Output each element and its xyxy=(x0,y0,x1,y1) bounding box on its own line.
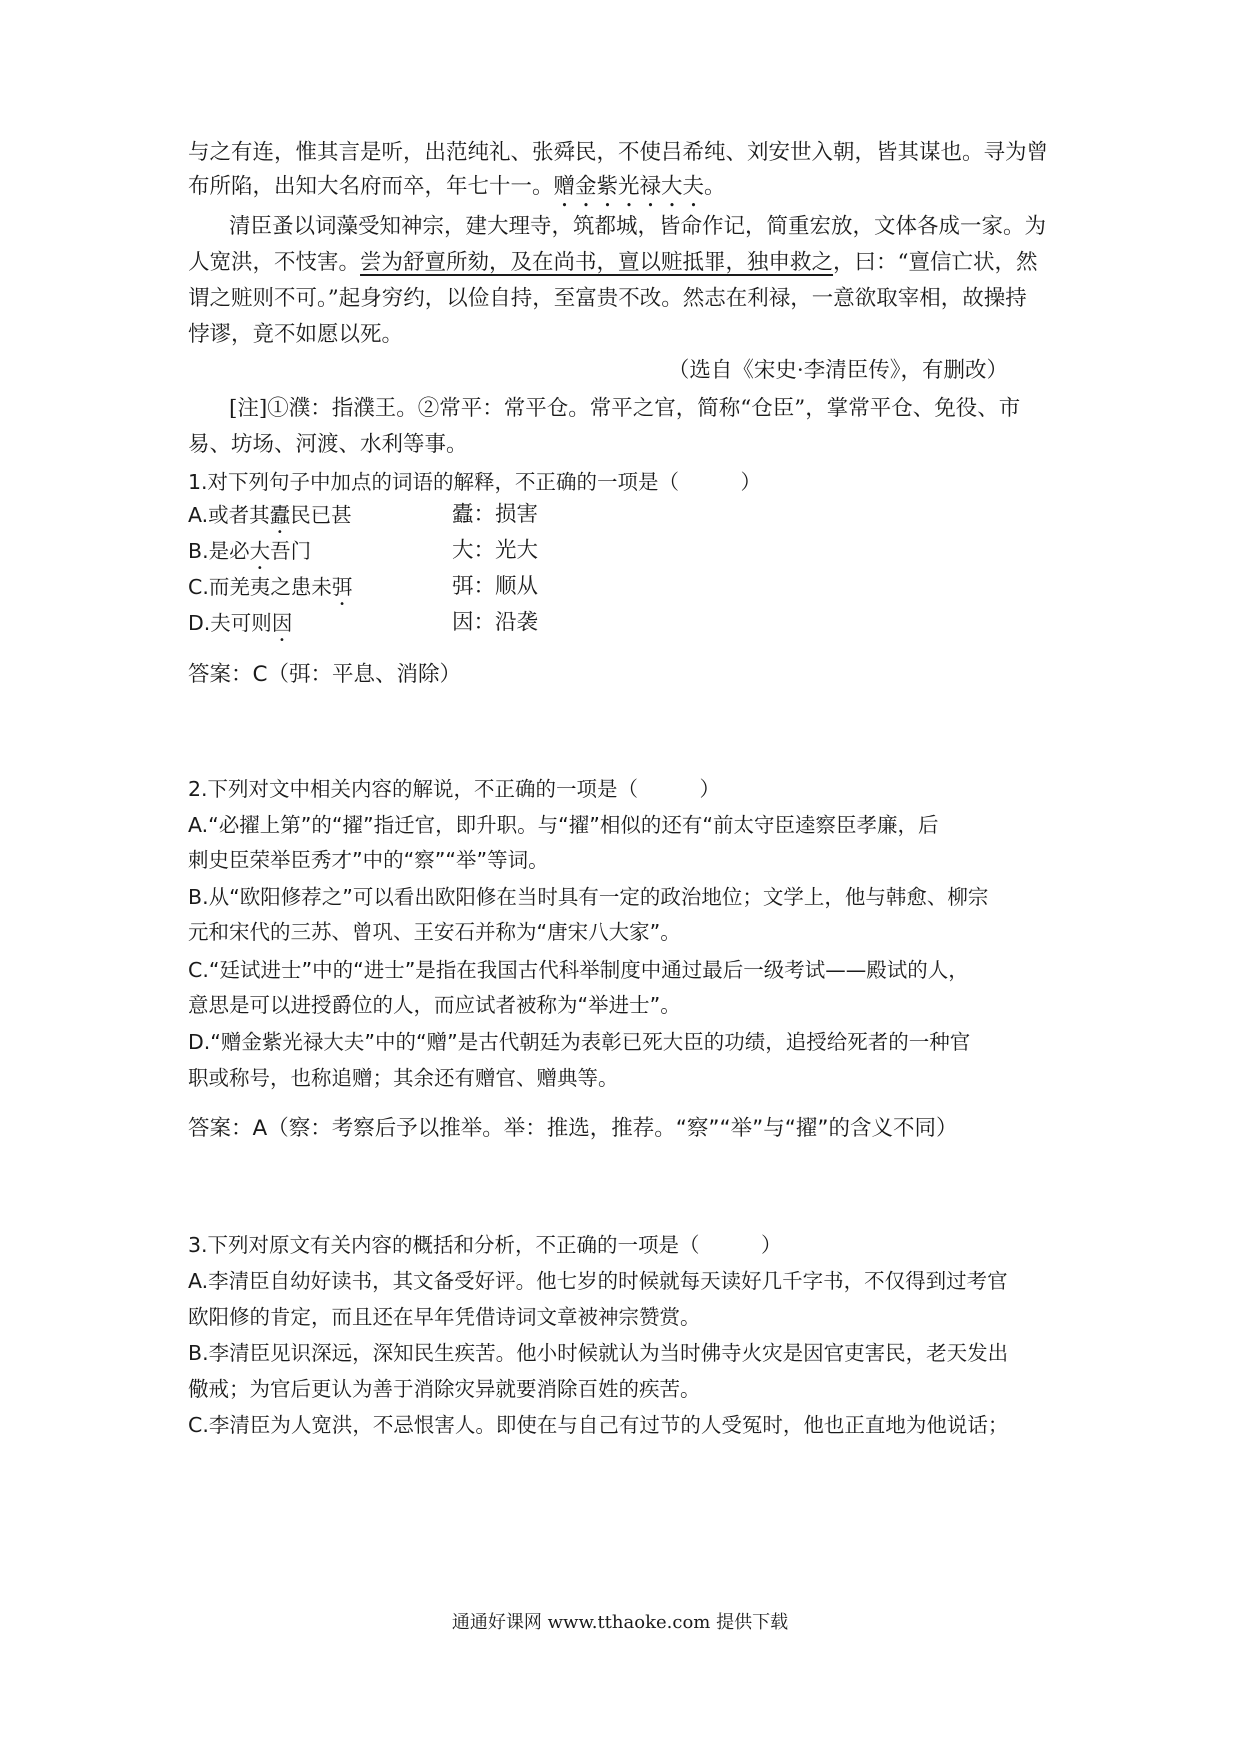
option-line: D.“赠金紫光禄大夫”中的“赠”是古代朝廷为表彰已死大臣的功绩，追授给死者的一种官 xyxy=(188,1030,971,1054)
option-sentence: B.是必大吾门 xyxy=(188,539,312,563)
page-footer: 通通好课网 www.tthaoke.com 提供下载 xyxy=(451,1612,789,1633)
option-gloss: 大：光大 xyxy=(452,538,539,563)
answer-line: 答案：C（弭：平息、消除） xyxy=(188,662,462,687)
dotted-phrase: 赠金紫光禄大夫 xyxy=(553,174,705,199)
underlined-sentence: 尝为舒亶所劾，及在尚书，亶以赃抵罪，独申救之 xyxy=(360,250,834,275)
passage-line xyxy=(188,248,1068,278)
option-sentence: D.夫可则因 xyxy=(188,611,293,635)
option-line: 元和宋代的三苏、曾巩、王安石并称为“唐宋八大家”。 xyxy=(188,920,681,944)
dotted-word: 蠹 xyxy=(269,503,291,527)
question-stem: 2.下列对文中相关内容的解说，不正确的一项是（ ） xyxy=(188,777,721,801)
option-line: 职或称号，也称追赠；其余还有赠官、赠典等。 xyxy=(188,1066,619,1090)
dotted-word: 弭 xyxy=(331,575,353,599)
passage-line: 清臣蚤以词藻受知神宗，建大理寺，筑都城，皆命作记，简重宏放，文体各成一家。为 xyxy=(229,214,1047,239)
option-line: 刺史臣荣举臣秀才”中的“察”“举”等词。 xyxy=(188,848,549,872)
option-gloss: 弭：顺从 xyxy=(452,574,539,599)
option-line: A.李清臣自幼好读书，其文备受好评。他七岁的时候就每天读好几千字书，不仅得到过考官 xyxy=(188,1269,1008,1293)
option-sentence: C.而羌夷之患未弭 xyxy=(188,575,353,599)
option-gloss: 蠹：损害 xyxy=(452,502,539,527)
option-line: 欧阳修的肯定，而且还在早年凭借诗词文章被神宗赞赏。 xyxy=(188,1305,701,1329)
passage-text: 。 xyxy=(704,174,726,199)
passage-line: 谓之赃则不可。”起身穷约，以俭自持，至富贵不改。然志在利禄，一意欲取宰相，故操持 xyxy=(188,286,1027,311)
note-line: 易、坊场、河渡、水利等事。 xyxy=(188,432,468,457)
passage-line: 悖谬，竟不如愿以死。 xyxy=(188,322,404,347)
question-stem: 1.对下列句子中加点的词语的解释，不正确的一项是（ ） xyxy=(188,470,762,494)
passage-line xyxy=(188,172,1068,212)
passage-text: 布所陷，出知大名府而卒，年七十一。 xyxy=(188,174,554,199)
option-sentence: A.或者其蠹民已甚 xyxy=(188,503,352,527)
passage-text: ，曰：“亶信亡状，然 xyxy=(833,250,1038,275)
option-line: C.李清臣为人宽洪，不忌恨害人。即使在与自己有过节的人受冤时，他也正直地为他说话； xyxy=(188,1413,1009,1437)
passage-line: 与之有连，惟其言是听，出范纯礼、张舜民，不使吕希纯、刘安世入朝，皆其谋也。寻为曾 xyxy=(188,140,1049,165)
option-line: B.从“欧阳修荐之”可以看出欧阳修在当时具有一定的政治地位；文学上，他与韩愈、柳宗 xyxy=(188,885,989,909)
option-line: A.“必擢上第”的“擢”指迁官，即升职。与“擢”相似的还有“前太守臣逵察臣孝廉，后 xyxy=(188,813,939,837)
option-gloss: 因：沿袭 xyxy=(452,610,539,635)
dotted-word: 大 xyxy=(249,539,271,563)
question-stem: 3.下列对原文有关内容的概括和分析，不正确的一项是（ ） xyxy=(188,1233,782,1257)
option-line: C.“廷试进士”中的“进士”是指在我国古代科举制度中通过最后一级考试——殿试的人， xyxy=(188,958,969,982)
source-citation: （选自《宋史·李清臣传》，有删改） xyxy=(667,358,1008,383)
answer-line: 答案：A（察：考察后予以推举。举：推选，推荐。“察”“举”与“擢”的含义不同） xyxy=(188,1116,958,1141)
option-line: 意思是可以进授爵位的人，而应试者被称为“举进士”。 xyxy=(188,993,681,1017)
dotted-word: 因 xyxy=(271,611,293,635)
note-line: [注]①濮：指濮王。②常平：常平仓。常平之官，简称“仓臣”，掌常平仓、免役、市 xyxy=(229,396,1021,421)
option-line: 儆戒；为官后更认为善于消除灾异就要消除百姓的疾苦。 xyxy=(188,1377,701,1401)
option-line: B.李清臣见识深远，深知民生疾苦。他小时候就认为当时佛寺火灾是因官吏害民，老天发出 xyxy=(188,1341,1009,1365)
passage-text: 人宽洪，不忮害。 xyxy=(188,250,361,275)
